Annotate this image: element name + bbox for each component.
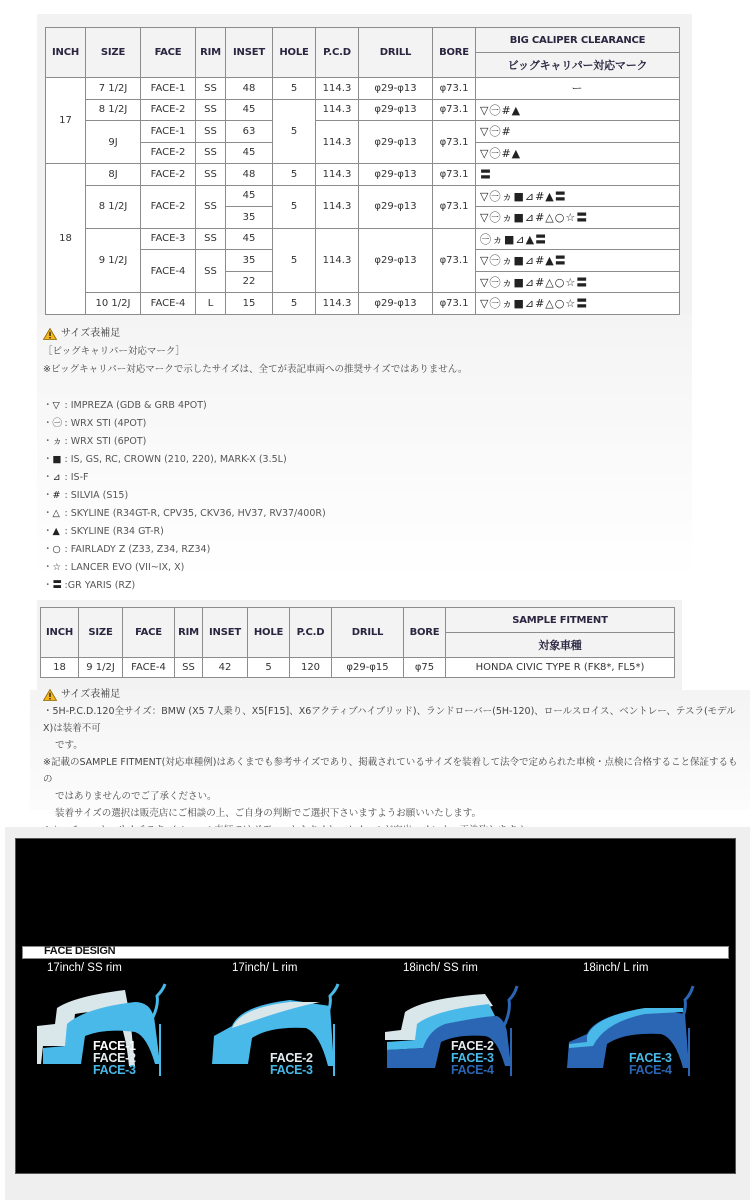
table-row bbox=[46, 78, 680, 100]
cell-face: FACE-4 bbox=[141, 250, 196, 293]
cell-rim: SS bbox=[196, 99, 226, 121]
legend-text: IS-F bbox=[70, 472, 89, 483]
table-row bbox=[46, 99, 680, 121]
notes-title-text: サイズ表補足 bbox=[61, 328, 121, 339]
cell-drill: φ29-φ13 bbox=[359, 164, 433, 186]
legend-text: IMPREZA (GDB & GRB 4POT) bbox=[70, 400, 207, 411]
size-notes-2 bbox=[43, 686, 743, 839]
cell-inset: 15 bbox=[226, 293, 273, 315]
cell-caliper-mark: ▽㊀#▲ bbox=[476, 99, 680, 121]
cell-rim: SS bbox=[196, 228, 226, 250]
header-big-caliper-clearance: BIG CALIPER CLEARANCE bbox=[476, 28, 680, 53]
cell-bore: φ73.1 bbox=[433, 293, 476, 315]
cell-drill: φ29-φ15 bbox=[332, 658, 404, 678]
header-target-vehicle-jp: 対象車種 bbox=[446, 633, 675, 658]
legend-item: ・△ : SKYLINE (R34GT-R, CPV35, CKV36, HV37, RV37/400R) bbox=[43, 505, 683, 523]
cell-inset: 35 bbox=[226, 207, 273, 229]
cell-drill: φ29-φ13 bbox=[359, 185, 433, 228]
cell-inset: 45 bbox=[226, 99, 273, 121]
cell-caliper-mark: 〓 bbox=[476, 164, 680, 186]
face-label: FACE-2 bbox=[270, 1051, 313, 1065]
header-size: SIZE bbox=[79, 608, 123, 658]
cell-caliper-mark: ▽㊀ヵ■⊿#△○☆〓 bbox=[476, 293, 680, 315]
face-label: FACE-4 bbox=[629, 1063, 672, 1077]
cell-caliper-mark: ▽㊀ヵ■⊿#△○☆〓 bbox=[476, 271, 680, 293]
cell-face: FACE-4 bbox=[141, 293, 196, 315]
cell-inch: 18 bbox=[46, 164, 86, 315]
header-inch: INCH bbox=[46, 28, 86, 78]
wheel-label: 17inch/ L rim bbox=[232, 962, 298, 974]
cell-caliper-mark: ▽㊀ヵ■⊿#▲〓 bbox=[476, 250, 680, 272]
legend-text: IS, GS, RC, CROWN (210, 220), MARK-X (3.5L) bbox=[70, 454, 287, 465]
dealer-consult-note: 装着サイズの選択は販売店にご相談の上、ご自身の判断でご選択下さいますようお願いいたします。 bbox=[55, 808, 481, 819]
cell-inch: 17 bbox=[46, 78, 86, 164]
cell-hole: 5 bbox=[273, 185, 316, 228]
legend-item: ・# : SILVIA (S15) bbox=[43, 487, 683, 505]
wheel-profile-17-ss bbox=[35, 960, 215, 1080]
cell-bore: φ73.1 bbox=[433, 228, 476, 293]
legend-text: SILVIA (S15) bbox=[70, 490, 129, 501]
cell-rim: SS bbox=[196, 250, 226, 293]
cell-face: FACE-2 bbox=[141, 99, 196, 121]
legend-text: LANCER EVO (VII~IX, X) bbox=[70, 562, 185, 573]
header-big-caliper-mark-jp: ビッグキャリパー対応マーク bbox=[476, 53, 680, 78]
legend-text: WRX STI (6POT) bbox=[70, 436, 147, 447]
header-size: SIZE bbox=[86, 28, 141, 78]
table-row bbox=[46, 164, 680, 186]
table-row bbox=[41, 658, 675, 678]
face-label-list bbox=[451, 1040, 494, 1076]
face-label-list bbox=[270, 1052, 313, 1076]
legend-text: WRX STI (4POT) bbox=[70, 418, 147, 429]
cell-size: 8J bbox=[86, 164, 141, 186]
cell-bore: φ73.1 bbox=[433, 121, 476, 164]
face-label: FACE-1 bbox=[93, 1039, 136, 1053]
cell-hole: 5 bbox=[273, 99, 316, 164]
cell-rim: SS bbox=[196, 164, 226, 186]
header-bore: BORE bbox=[404, 608, 446, 658]
header-hole: HOLE bbox=[248, 608, 290, 658]
header-rim: RIM bbox=[196, 28, 226, 78]
cell-pcd: 114.3 bbox=[316, 185, 359, 228]
wheel-profile-18-l bbox=[565, 960, 745, 1080]
cell-pcd: 114.3 bbox=[316, 293, 359, 315]
legend-text: GR YARIS (RZ) bbox=[67, 580, 136, 591]
header-inset: INSET bbox=[203, 608, 248, 658]
cell-bore: φ75 bbox=[404, 658, 446, 678]
cell-size: 9 1/2J bbox=[79, 658, 123, 678]
disclaimer: ※ビッグキャリパー対応マークで示したサイズは、全てが表記車両への推奨サイズではありません。 bbox=[43, 364, 468, 375]
warning-icon bbox=[43, 328, 57, 340]
face-label: FACE-2 bbox=[451, 1039, 494, 1053]
cell-fitment: HONDA CIVIC TYPE R (FK8*, FL5*) bbox=[446, 658, 675, 678]
cell-pcd: 114.3 bbox=[316, 228, 359, 293]
cell-face: FACE-2 bbox=[141, 164, 196, 186]
cell-rim: SS bbox=[175, 658, 203, 678]
cell-hole: 5 bbox=[273, 164, 316, 186]
cell-bore: φ73.1 bbox=[433, 78, 476, 100]
warning-icon bbox=[43, 689, 57, 701]
header-inset: INSET bbox=[226, 28, 273, 78]
cell-hole: 5 bbox=[273, 293, 316, 315]
cell-inset: 63 bbox=[226, 121, 273, 143]
cell-inset: 45 bbox=[226, 228, 273, 250]
legend-symbol: 〓 bbox=[52, 580, 63, 591]
legend-item: ・ヵ : WRX STI (6POT) bbox=[43, 433, 683, 451]
cell-size: 10 1/2J bbox=[86, 293, 141, 315]
face-design-title-bar bbox=[22, 946, 729, 959]
legend-symbol: ☆ bbox=[52, 562, 62, 573]
legend-symbol: ㊀ bbox=[52, 418, 63, 429]
face-label: FACE-3 bbox=[270, 1063, 313, 1077]
cell-pcd: 114.3 bbox=[316, 121, 359, 164]
cell-bore: φ73.1 bbox=[433, 99, 476, 121]
wheel-profile-18-ss bbox=[385, 960, 565, 1080]
cell-drill: φ29-φ13 bbox=[359, 78, 433, 100]
cell-size: 7 1/2J bbox=[86, 78, 141, 100]
header-bore: BORE bbox=[433, 28, 476, 78]
cell-rim: L bbox=[196, 293, 226, 315]
face-label: FACE-3 bbox=[629, 1051, 672, 1065]
cell-rim: SS bbox=[196, 121, 226, 143]
cell-pcd: 120 bbox=[290, 658, 332, 678]
header-sample-fitment: SAMPLE FITMENT bbox=[446, 608, 675, 633]
table-row bbox=[46, 185, 680, 207]
bracket-title: ［ビッグキャリパー対応マーク］ bbox=[43, 346, 185, 357]
cell-bore: φ73.1 bbox=[433, 164, 476, 186]
legend-text: SKYLINE (R34GT-R, CPV35, CKV36, HV37, RV37/400R) bbox=[70, 508, 326, 519]
legend-text: SKYLINE (R34 GT-R) bbox=[70, 526, 164, 537]
caliper-legend-list bbox=[43, 397, 683, 595]
cell-face: FACE-3 bbox=[141, 228, 196, 250]
pcd120-note-cont: です。 bbox=[55, 740, 83, 751]
legend-symbol: ▽ bbox=[52, 400, 60, 411]
sample-fitment-table bbox=[40, 607, 675, 678]
sample-fitment-note: ※記載のSAMPLE FITMENT(対応車種例)はあくまでも参考サイズであり、掲載されているサイズを装着して法令で定められた車検・点検に合格すること保証するもの bbox=[43, 757, 738, 785]
cell-inch: 18 bbox=[41, 658, 79, 678]
cell-size: 9 1/2J bbox=[86, 228, 141, 293]
wheel-label: 17inch/ SS rim bbox=[47, 962, 122, 974]
legend-text: FAIRLADY Z (Z33, Z34, RZ34) bbox=[70, 544, 211, 555]
cell-hole: 5 bbox=[273, 78, 316, 100]
cell-hole: 5 bbox=[273, 228, 316, 293]
cell-face: FACE-2 bbox=[141, 185, 196, 228]
cell-face: FACE-1 bbox=[141, 121, 196, 143]
cell-size: 8 1/2J bbox=[86, 185, 141, 228]
cell-inset: 45 bbox=[226, 142, 273, 164]
cell-hole: 5 bbox=[248, 658, 290, 678]
legend-item: ・■ : IS, GS, RC, CROWN (210, 220), MARK-X (3.5L) bbox=[43, 451, 683, 469]
cell-size: 8 1/2J bbox=[86, 99, 141, 121]
face-label: FACE-2 bbox=[93, 1051, 136, 1065]
cell-pcd: 114.3 bbox=[316, 99, 359, 121]
wheel-label: 18inch/ L rim bbox=[583, 962, 649, 974]
wheel-label: 18inch/ SS rim bbox=[403, 962, 478, 974]
wheel-profile-17-l bbox=[210, 960, 390, 1080]
cell-caliper-mark: ▽㊀ヵ■⊿#△○☆〓 bbox=[476, 207, 680, 229]
legend-item: ・▲ : SKYLINE (R34 GT-R) bbox=[43, 523, 683, 541]
notes-title-text: サイズ表補足 bbox=[61, 689, 121, 700]
face-label-list bbox=[629, 1052, 672, 1076]
cell-caliper-mark: ▽㊀#▲ bbox=[476, 142, 680, 164]
face-label: FACE-3 bbox=[451, 1051, 494, 1065]
cell-inset: 48 bbox=[226, 164, 273, 186]
cell-caliper-mark: ▽㊀ヵ■⊿#▲〓 bbox=[476, 185, 680, 207]
legend-symbol: ○ bbox=[52, 544, 61, 555]
size-spec-table bbox=[45, 27, 680, 315]
sample-fitment-note-cont: ではありませんのでご了承ください。 bbox=[55, 791, 217, 802]
face-design-title: FACE DESIGN bbox=[44, 945, 116, 957]
legend-item: ・▽ : IMPREZA (GDB & GRB 4POT) bbox=[43, 397, 683, 415]
table-row bbox=[46, 228, 680, 250]
legend-symbol: ヵ bbox=[52, 436, 63, 447]
table-row bbox=[46, 121, 680, 143]
pcd120-note: ・5H-P.C.D.120全サイズ：BMW (X5 7人乗り、X5[F15]、X6アクティブハイブリッド)、ランドローバー(5H-120)、ロールスロイス、ベントレー、テスラ(モデルX)は装着不可 bbox=[43, 706, 736, 734]
cell-drill: φ29-φ13 bbox=[359, 99, 433, 121]
legend-symbol: ⊿ bbox=[52, 472, 61, 483]
cell-pcd: 114.3 bbox=[316, 164, 359, 186]
header-drill: DRILL bbox=[332, 608, 404, 658]
cell-inset: 22 bbox=[226, 271, 273, 293]
legend-symbol: # bbox=[52, 490, 61, 501]
cell-drill: φ29-φ13 bbox=[359, 228, 433, 293]
cell-size: 9J bbox=[86, 121, 141, 164]
cell-pcd: 114.3 bbox=[316, 78, 359, 100]
legend-symbol: ▲ bbox=[52, 526, 60, 537]
legend-item: ・○ : FAIRLADY Z (Z33, Z34, RZ34) bbox=[43, 541, 683, 559]
header-face: FACE bbox=[123, 608, 175, 658]
header-drill: DRILL bbox=[359, 28, 433, 78]
header-rim: RIM bbox=[175, 608, 203, 658]
cell-inset: 48 bbox=[226, 78, 273, 100]
cell-inset: 45 bbox=[226, 185, 273, 207]
cell-inset: 42 bbox=[203, 658, 248, 678]
header-inch: INCH bbox=[41, 608, 79, 658]
cell-face: FACE-1 bbox=[141, 78, 196, 100]
face-label: FACE-4 bbox=[451, 1063, 494, 1077]
legend-symbol: ■ bbox=[52, 454, 62, 465]
cell-face: FACE-4 bbox=[123, 658, 175, 678]
header-pcd: P.C.D bbox=[290, 608, 332, 658]
notes-title bbox=[43, 325, 683, 343]
header-hole: HOLE bbox=[273, 28, 316, 78]
header-pcd: P.C.D bbox=[316, 28, 359, 78]
header-face: FACE bbox=[141, 28, 196, 78]
cell-caliper-mark: ▽㊀# bbox=[476, 121, 680, 143]
notes-title bbox=[43, 686, 743, 703]
cell-face: FACE-2 bbox=[141, 142, 196, 164]
legend-item: ・〓 :GR YARIS (RZ) bbox=[43, 577, 683, 595]
legend-item: ・⊿ : IS-F bbox=[43, 469, 683, 487]
cell-drill: φ29-φ13 bbox=[359, 293, 433, 315]
cell-rim: SS bbox=[196, 185, 226, 228]
face-label-list bbox=[93, 1040, 136, 1076]
cell-drill: φ29-φ13 bbox=[359, 121, 433, 164]
cell-inset: 35 bbox=[226, 250, 273, 272]
cell-rim: SS bbox=[196, 142, 226, 164]
legend-item: ・㊀ : WRX STI (4POT) bbox=[43, 415, 683, 433]
face-label: FACE-3 bbox=[93, 1063, 136, 1077]
cell-bore: φ73.1 bbox=[433, 185, 476, 228]
cell-rim: SS bbox=[196, 78, 226, 100]
table-row bbox=[46, 293, 680, 315]
legend-symbol: △ bbox=[52, 508, 60, 519]
cell-caliper-mark: ㊀ヵ■⊿▲〓 bbox=[476, 228, 680, 250]
size-notes bbox=[43, 325, 683, 595]
legend-item: ・☆ : LANCER EVO (VII~IX, X) bbox=[43, 559, 683, 577]
cell-caliper-mark: ー bbox=[476, 78, 680, 100]
